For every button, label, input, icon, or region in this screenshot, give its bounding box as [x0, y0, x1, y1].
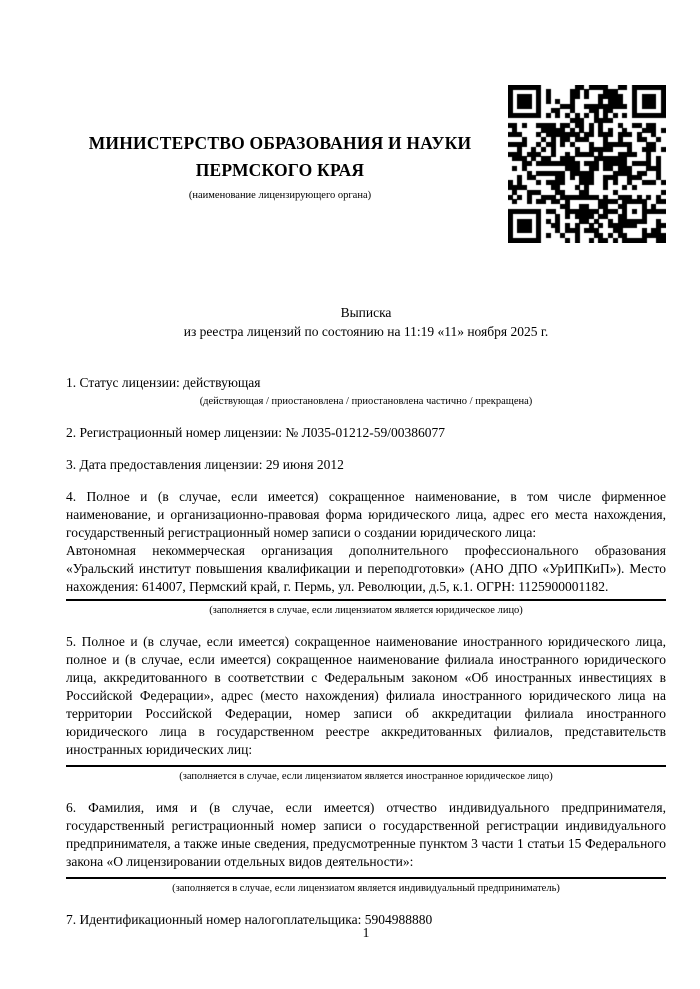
registration-number-text: 2. Регистрационный номер лицензии: № Л035-01212-59/00386077 [66, 425, 446, 440]
page-number: 1 [362, 925, 370, 940]
ministry-name-line2: ПЕРМСКОГО КРАЯ [195, 160, 365, 180]
clause-foreign-entity [66, 633, 666, 785]
clause-grant-date [66, 456, 666, 474]
entrepreneur-caption: (заполняется в случае, если лицензиатом является индивидуальный предприниматель) [172, 883, 560, 894]
qr-code-icon [508, 85, 666, 243]
clause-entrepreneur [66, 799, 666, 897]
entrepreneur-statement: 6. Фамилия, имя и (в случае, если имеется) отчество индивидуального предпринимателя, государственный регистрационный номер записи о государственной регистрации индивидуального предпринимателя, а также иные сведения, предусмотренные пунктом 3 части 1 статьи 15 Федерального закона «О лицензировании отдельных видов деятельности»: [66, 800, 666, 869]
ministry-caption: (наименование лицензирующего органа) [188, 190, 372, 201]
document-title-line2: из реестра лицензий по состоянию на 11:19 «11» ноября 2025 г. [183, 324, 549, 339]
grant-date-text: 3. Дата предоставления лицензии: 29 июня 2012 [66, 457, 344, 472]
foreign-entity-caption: (заполняется в случае, если лицензиатом является иностранное юридическое лицо) [179, 771, 553, 782]
legal-entity-value: Автономная некоммерческая организация дополнительного профессионального образования «Уральский институт повышения квалификации и переподготовки» (АНО ДПО «УрИПКиП»). Место нахождения: 614007, Пермский край, г. Пермь, ул. Революции, д.5, к.1. ОГРН: 1125900001182. [66, 543, 666, 594]
license-status-text: 1. Статус лицензии: действующая [66, 375, 261, 390]
legal-entity-statement: 4. Полное и (в случае, если имеется) сокращенное наименование, в том числе фирменное наименование, и организационно-правовая форма юридического лица, адрес его места нахождения, государственный регистрационный номер записи о создании юридического лица: [66, 489, 666, 540]
clause-legal-entity [66, 488, 666, 619]
document-header [66, 85, 666, 243]
legal-entity-caption: (заполняется в случае, если лицензиатом является юридическое лицо) [209, 605, 523, 616]
foreign-entity-fill-line [66, 759, 666, 767]
licensing-authority [66, 85, 508, 203]
legal-entity-block [66, 488, 666, 601]
clause-registration-number [66, 424, 666, 442]
document-title-line1: Выписка [340, 305, 392, 320]
license-status-caption: (действующая / приостановлена / приостановлена частично / прекращена) [199, 396, 533, 407]
ministry-name-line1: МИНИСТЕРСТВО ОБРАЗОВАНИЯ И НАУКИ [88, 133, 472, 153]
taxpayer-id-text: 7. Идентификационный номер налогоплательщика: 5904988880 [66, 912, 433, 927]
clause-license-status [66, 374, 666, 410]
document-title [66, 303, 666, 341]
entrepreneur-fill-line [66, 871, 666, 879]
foreign-entity-statement: 5. Полное и (в случае, если имеется) сокращенное наименование иностранного юридического лица, полное и (в случае, если имеется) сокращенное наименование филиала иностранного юридического лица, аккредитованного в соответствии с Федеральным законом «Об иностранных инвестициях в Российской Федерации», адрес (место нахождения) филиала иностранного юридического лица на территории Российской Федерации, номер записи об аккредитации филиала иностранного юридического лица в государственном реестре аккредитованных филиалов, представительств иностранных юридических лиц: [66, 634, 666, 757]
